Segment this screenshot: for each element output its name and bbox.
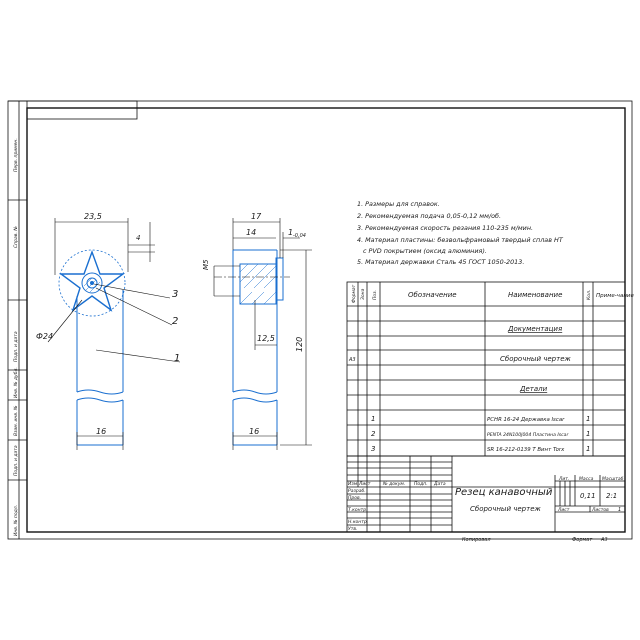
dim-tolerance: -0,04	[293, 233, 306, 239]
tb-format-label: Формат	[572, 537, 593, 543]
tb-scale-label: Масштаб	[602, 477, 624, 482]
top-corner-box	[27, 101, 137, 119]
tb-role: Утв.	[348, 527, 358, 532]
leader-label: 1	[174, 353, 181, 364]
strip-label: Взам. инв. №	[14, 405, 19, 436]
dim-12-5: 12,5	[257, 334, 275, 343]
dim-length: 120	[295, 336, 304, 352]
tb-col-header: Лист	[359, 482, 371, 487]
spec-doc-name: Сборочный чертеж	[500, 355, 571, 363]
leader-label: 3	[172, 289, 179, 300]
spec-header-zone: Зона	[361, 288, 366, 300]
spec-doc-format: А3	[349, 357, 356, 363]
spec-header-qty: Кол.	[587, 289, 592, 300]
dim-shank-front: 16	[96, 427, 107, 436]
tb-sheet-label: Лист	[558, 508, 570, 513]
spec-row-qty: 1	[586, 445, 591, 453]
side-view	[202, 212, 312, 450]
spec-header-pos: Поз.	[373, 290, 378, 300]
note-line: 3. Рекомендуемая скорость резания 110-235 м/мин.	[357, 224, 534, 232]
dim-14: 14	[246, 228, 257, 237]
note-line: 4. Материал пластины: безвольфрамовый твердый сплав НТ	[357, 236, 563, 244]
drawing-subtitle: Сборочный чертеж	[470, 505, 541, 513]
tb-role: Пров.	[348, 496, 362, 501]
spec-row-pos: 2	[371, 430, 376, 438]
spec-row-pos: 3	[371, 445, 376, 453]
strip-label: Подп. и дата	[14, 331, 19, 362]
front-shank	[77, 290, 123, 445]
spec-row-pos: 1	[371, 415, 376, 423]
strip-label: Подп. и дата	[14, 445, 19, 476]
note-line: 5. Материал державки Сталь 45 ГОСТ 1050-2013.	[357, 258, 525, 266]
tb-format: А3	[601, 537, 608, 543]
spec-header-name: Наименование	[508, 291, 563, 299]
tb-role: Т.контр.	[348, 508, 368, 513]
dim-gap: 4	[136, 234, 141, 242]
spec-header-note: Приме-чание	[596, 293, 634, 299]
strip-label: Инв. № подл.	[14, 504, 19, 536]
tb-sheets: 1	[618, 507, 622, 513]
spec-header-format: Формат	[352, 284, 357, 303]
strip-label: Справ. №	[14, 226, 19, 248]
dim-depth-side: 17	[251, 212, 262, 221]
leader-label: 2	[172, 316, 179, 327]
spec-row-name: PENTA 24N100J004 Пластина Iscar	[487, 433, 569, 438]
insert-star	[59, 250, 125, 316]
note-line: 1. Размеры для справок.	[357, 200, 440, 208]
tb-col-header: № докум.	[383, 482, 406, 487]
tb-role: Разраб.	[348, 489, 366, 494]
tb-col-header: Изм.	[348, 482, 359, 487]
note-line: с PVD покрытием (оксид алюминия).	[363, 247, 487, 255]
spec-table	[347, 282, 625, 456]
spec-section-parts: Детали	[520, 385, 548, 393]
spec-row-name: SR 16-212-0139 Т Винт Torx	[487, 447, 565, 453]
tb-col-header: Подп.	[414, 482, 428, 487]
tb-copied: Копировал	[462, 537, 491, 543]
front-view	[36, 212, 180, 450]
dim-shank-side: 16	[249, 427, 260, 436]
tb-sheets-label: Листов	[592, 508, 609, 513]
dim-1: 1	[288, 228, 294, 237]
outer-frame	[8, 101, 632, 539]
strip-label: Перв. примен.	[14, 138, 19, 172]
spec-section-docs: Документация	[508, 325, 563, 333]
technical-notes	[357, 200, 564, 266]
dim-thread: М5	[202, 259, 210, 270]
tb-scale: 2:1	[606, 492, 618, 500]
strip-label: Инв. № дубл.	[14, 367, 19, 398]
dim-width-front: 23,5	[84, 212, 102, 221]
tb-mass: 0,11	[580, 492, 596, 500]
tb-role: Н.контр.	[348, 520, 369, 525]
note-line: 2. Рекомендуемая подача 0,05-0,12 мм/об.	[357, 212, 501, 220]
drawing-title: Резец канавочный	[455, 487, 553, 498]
tb-col-header: Дата	[434, 482, 446, 487]
tb-lit-label: Лит.	[559, 477, 570, 482]
spec-row-qty: 1	[586, 430, 591, 438]
spec-row-qty: 1	[586, 415, 591, 423]
inner-frame	[27, 108, 625, 532]
dim-diameter: Ф24	[36, 332, 54, 341]
spec-row-name: РСНR 16-24 Державка Iscar	[487, 417, 565, 423]
tb-mass-label: Масса	[579, 477, 594, 482]
spec-header-designation: Обозначение	[408, 291, 457, 299]
